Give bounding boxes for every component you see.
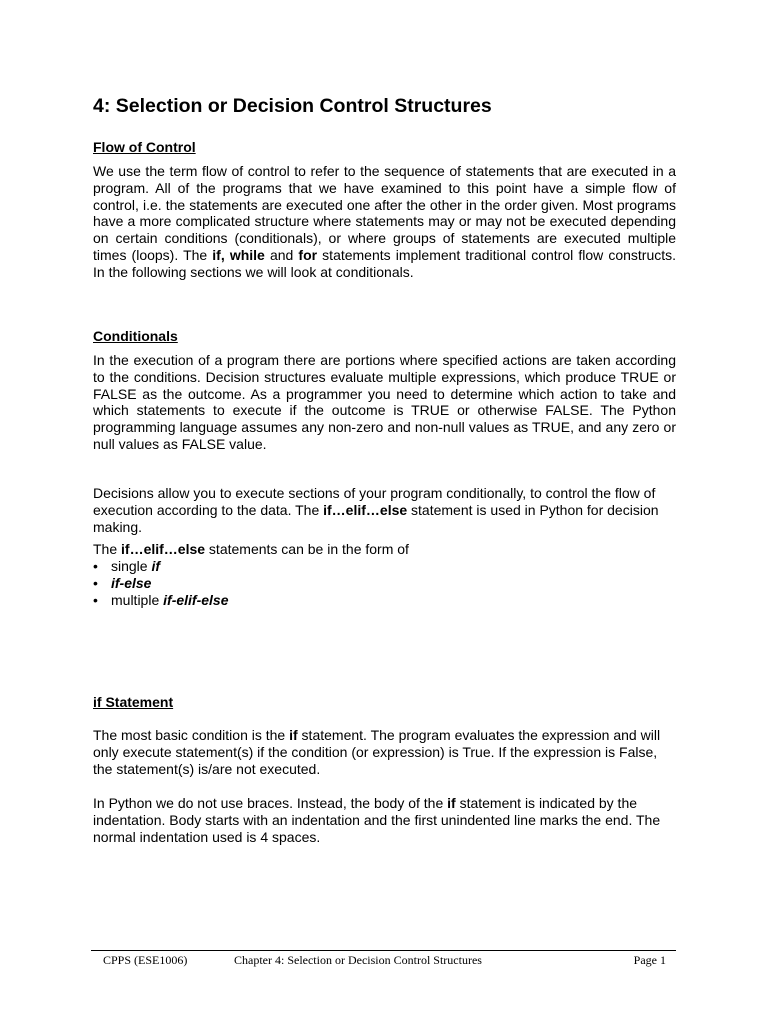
flow-text-2: statements implement traditional control flow constructs. In the following sections we will look at conditionals. [93, 246, 677, 280]
list-item-keyword: if [151, 558, 161, 574]
flow-text-and: and [264, 246, 299, 263]
page-title: 4: Selection or Decision Control Structures [93, 95, 492, 117]
list-item-keyword: if-elif-else [163, 592, 229, 608]
cond-p3-text-a: The [93, 541, 122, 557]
forms-list [93, 558, 229, 609]
cond-p2-text-a: Decisions allow you to execute sections of your program conditionally, to control the flow of execution according to the data. The [93, 485, 656, 518]
keyword-for: for [298, 246, 318, 263]
conditionals-heading: Conditionals [93, 328, 178, 344]
footer-course-code: CPPS (ESE1006) [103, 953, 188, 967]
keyword-if-while: if, while [212, 246, 265, 263]
footer-chapter-title: Chapter 4: Selection or Decision Control Structures [234, 953, 482, 967]
bullet-icon: • [93, 592, 98, 608]
list-item-single-if [93, 558, 229, 575]
list-item-multiple-if-elif-else [93, 592, 229, 609]
if-statement-paragraph-2 [93, 795, 676, 845]
bullet-icon: • [93, 575, 98, 591]
document-page [93, 0, 676, 1024]
keyword-if: if [289, 727, 298, 743]
list-item-prefix: single [111, 558, 152, 574]
if-statement-paragraph-1 [93, 727, 676, 777]
list-item-keyword: if-else [111, 575, 152, 591]
bullet-icon: • [93, 558, 98, 574]
if-p1-text-a: The most basic condition is the [93, 727, 290, 743]
cond-p3-text-b: statements can be in the form of [205, 541, 409, 557]
keyword-if-2: if [447, 795, 456, 811]
list-item-prefix: multiple [111, 592, 164, 608]
list-item-if-else [93, 575, 229, 592]
if-p2-text-b: statement is indicated by the indentation. Body starts with an indentation and the first unindented line marks the end. The normal indentation used is 4 spaces. [93, 795, 661, 845]
flow-of-control-paragraph [93, 163, 676, 281]
if-p1-text-b: statement. The program evaluates the expression and will only execute statement(s) if the condition (or expression) is True. If the expression is False, the statement(s) is/are not executed. [93, 727, 661, 777]
conditionals-paragraph-1: In the execution of a program there are portions where specified actions are taken according to the conditions. Decision structures evaluate multiple expressions, which produce TRUE or FALSE as the outcome. As a programmer you need to determine which action to take and which statements to execute if the outcome is TRUE or otherwise FALSE. The Python programming language assumes any non-zero and non-null values as TRUE, and any zero or null values as FALSE value. [93, 352, 676, 452]
page-footer [93, 951, 676, 969]
flow-text-1: We use the term flow of control to refer to the sequence of statements that are executed in a program. All of the programs that we have examined to this point have a simple flow of control, i.e. the statements are executed one after the other in the order given. Most programs have a more complicated structure where statements may or may not be executed depending on certain conditions (conditionals), or where groups of statements are executed multiple times (loops). The [93, 163, 676, 263]
cond-p2-text-b: statement is used in Python for decision making. [93, 501, 659, 535]
footer-page-number: Page 1 [633, 953, 666, 967]
keyword-if-elif-else-2: if…elif…else [121, 541, 206, 557]
conditionals-paragraph-3 [93, 541, 676, 558]
if-p2-text-a: In Python we do not use braces. Instead, the body of the [93, 795, 448, 811]
flow-of-control-heading: Flow of Control [93, 139, 196, 155]
keyword-if-elif-else: if…elif…else [323, 501, 408, 518]
if-statement-heading: if Statement [93, 694, 174, 710]
conditionals-paragraph-2 [93, 485, 676, 535]
